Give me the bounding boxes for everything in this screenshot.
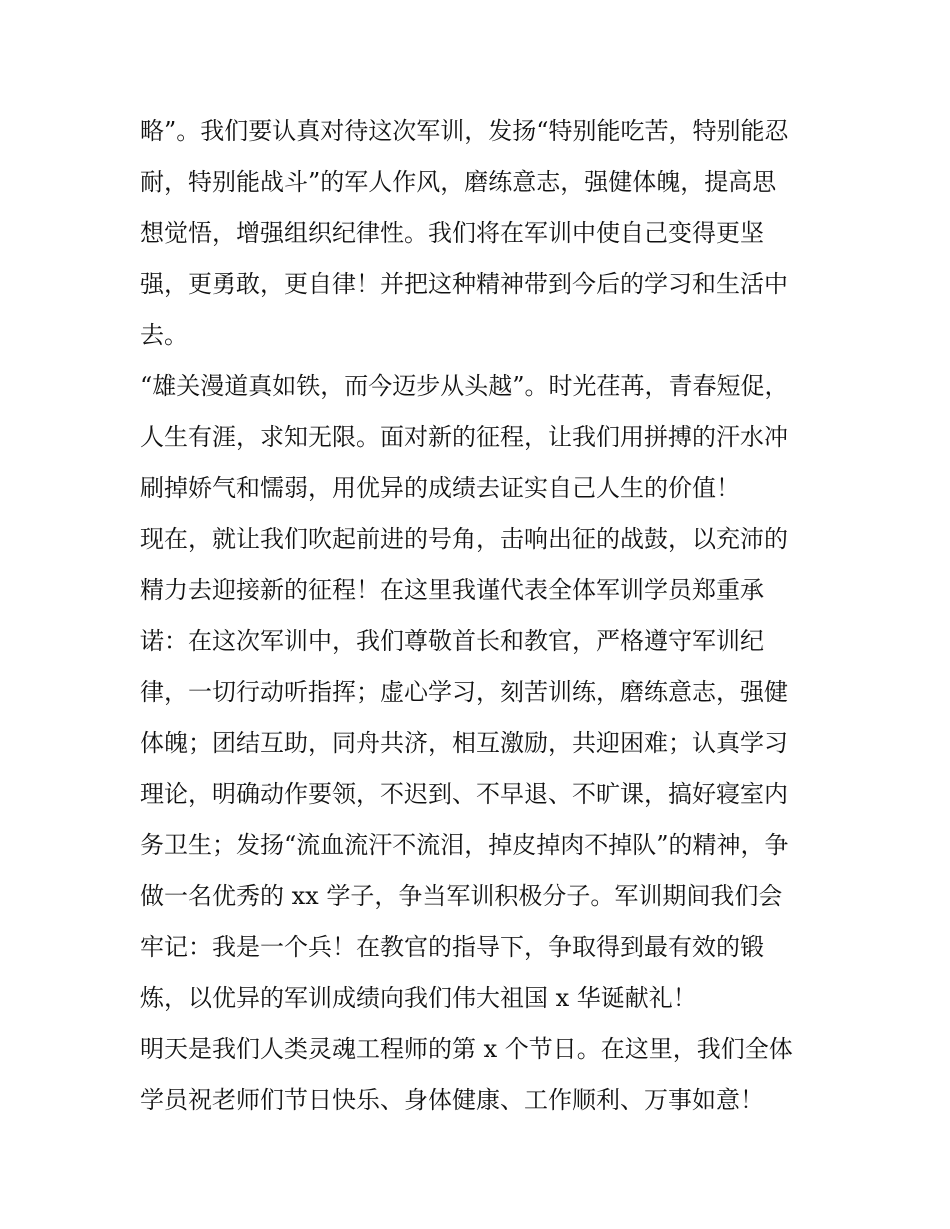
text-line: 刷掉娇气和懦弱，用优异的成绩去证实自己人生的价值！ (140, 474, 740, 502)
text-line: 略”。我们要认真对待这次军训，发扬“特别能吃苦，特别能忍 (140, 117, 789, 145)
text-line: 耐，特别能战斗”的军人作风，磨练意志，强健体魄，提高思 (140, 168, 777, 196)
text-line: 现在，就让我们吹起前进的号角，击响出征的战鼓，以充沛的 (140, 525, 788, 553)
document-body (140, 106, 820, 1126)
text-line: 牢记：我是一个兵！在教官的指导下，争取得到最有效的锻 (140, 933, 764, 961)
text-line: 做一名优秀的 xx 学子，争当军训积极分子。军训期间我们会 (140, 882, 783, 910)
text-line: 理论，明确动作要领，不迟到、不早退、不旷课，搞好寝室内 (140, 780, 788, 808)
text-line: 学员祝老师们节日快乐、身体健康、工作顺利、万事如意！ (140, 1086, 764, 1114)
text-line: 明天是我们人类灵魂工程师的第 x 个节日。在这里，我们全体 (140, 1035, 793, 1063)
text-line: “雄关漫道真如铁，而今迈步从头越”。时光荏苒，青春短促， (140, 372, 789, 400)
text-line: 人生有涯，求知无限。面对新的征程，让我们用拼搏的汗水冲 (140, 423, 788, 451)
text-line: 炼，以优异的军训成绩向我们伟大祖国 x 华诞献礼！ (140, 984, 697, 1012)
text-line: 强，更勇敢，更自律！并把这种精神带到今后的学习和生活中 (140, 270, 788, 298)
text-line: 去。 (140, 321, 188, 349)
text-line: 体魄；团结互助，同舟共济，相互激励，共迎困难；认真学习 (140, 729, 788, 757)
text-line: 务卫生；发扬“流血流汗不流泪，掉皮掉肉不掉队”的精神，争 (140, 831, 789, 859)
text-line: 想觉悟，增强组织纪律性。我们将在军训中使自己变得更坚 (140, 219, 764, 247)
text-line: 律，一切行动听指挥；虚心学习，刻苦训练，磨练意志，强健 (140, 678, 788, 706)
text-line: 诺：在这次军训中，我们尊敬首长和教官，严格遵守军训纪 (140, 627, 764, 655)
text-line: 精力去迎接新的征程！在这里我谨代表全体军训学员郑重承 (140, 576, 764, 604)
